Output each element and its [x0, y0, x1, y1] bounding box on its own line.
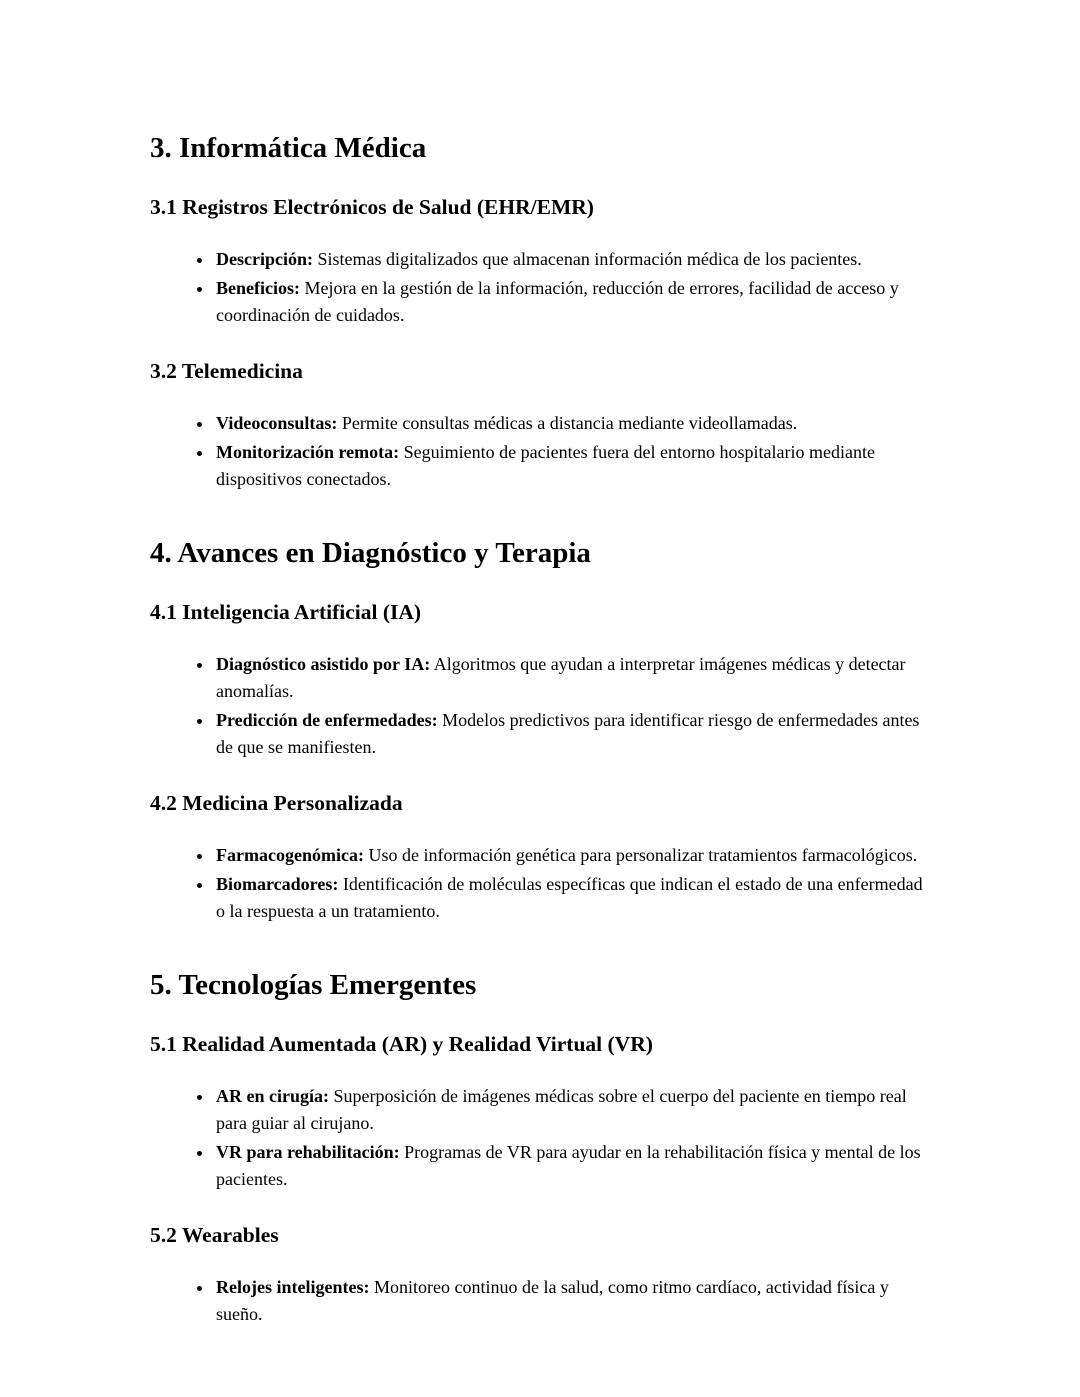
- bullet-text: Identificación de moléculas específicas que indican el estado de una enfermedad o la respuesta a un tratamiento.: [216, 873, 923, 921]
- list-item: [214, 410, 930, 437]
- list-item: [214, 275, 930, 329]
- subsection-heading: 4.2 Medicina Personalizada: [150, 791, 403, 816]
- section-avances-diagnostico-terapia: [150, 537, 930, 925]
- bullet-term: Beneficios:: [216, 278, 300, 299]
- bullet-list: [150, 1083, 930, 1193]
- bullet-term: Diagnóstico asistido por IA:: [216, 654, 431, 675]
- bullet-term: Farmacogenómica:: [216, 844, 364, 865]
- bullet-text: Seguimiento de pacientes fuera del entorno hospitalario mediante dispositivos conectados.: [216, 441, 875, 489]
- list-item: [214, 707, 930, 761]
- bullet-term: Relojes inteligentes:: [216, 1276, 370, 1297]
- subsection-heading: 4.1 Inteligencia Artificial (IA): [150, 600, 422, 625]
- bullet-list: [150, 842, 930, 925]
- list-item: [214, 871, 930, 925]
- subsection-heading: 5.2 Wearables: [150, 1223, 279, 1248]
- bullet-text: Programas de VR para ayudar en la rehabilitación física y mental de los pacientes.: [216, 1142, 921, 1190]
- list-item: [214, 1274, 930, 1328]
- list-item: [214, 246, 930, 273]
- bullet-term: Descripción:: [216, 249, 313, 270]
- section-heading: 3. Informática Médica: [150, 132, 427, 164]
- bullet-term: Monitorización remota:: [216, 441, 400, 462]
- bullet-list: [150, 651, 930, 761]
- subsection-heading: 3.2 Telemedicina: [150, 359, 303, 384]
- list-item: [214, 439, 930, 493]
- bullet-term: Videoconsultas:: [216, 412, 338, 433]
- subsection-heading: 3.1 Registros Electrónicos de Salud (EHR/EMR): [150, 195, 594, 220]
- bullet-text: Algoritmos que ayudan a interpretar imágenes médicas y detectar anomalías.: [216, 654, 906, 702]
- section-heading: 4. Avances en Diagnóstico y Terapia: [150, 536, 591, 569]
- section-tecnologias-emergentes: [150, 969, 930, 1328]
- bullet-term: Biomarcadores:: [216, 873, 339, 894]
- bullet-text: Monitoreo continuo de la salud, como ritmo cardíaco, actividad física y sueño.: [216, 1276, 889, 1324]
- bullet-list: [150, 410, 930, 493]
- bullet-text: Modelos predictivos para identificar riesgo de enfermedades antes de que se manifiesten.: [216, 710, 920, 758]
- section-heading: 5. Tecnologías Emergentes: [150, 968, 477, 1001]
- list-item: [214, 1139, 930, 1193]
- bullet-text: Mejora en la gestión de la información, reducción de errores, facilidad de acceso y coordinación de cuidados.: [216, 278, 899, 326]
- list-item: [214, 1083, 930, 1137]
- bullet-term: AR en cirugía:: [216, 1086, 329, 1107]
- bullet-list: [150, 1274, 930, 1328]
- bullet-term: Predicción de enfermedades:: [216, 710, 438, 731]
- bullet-text: Superposición de imágenes médicas sobre el cuerpo del paciente en tiempo real para guiar al cirujano.: [216, 1086, 907, 1134]
- list-item: [214, 651, 930, 705]
- bullet-text: Permite consultas médicas a distancia mediante videollamadas.: [341, 412, 798, 433]
- section-informatica-medica: [150, 132, 930, 493]
- bullet-term: VR para rehabilitación:: [216, 1142, 400, 1163]
- bullet-list: [150, 246, 930, 329]
- list-item: [214, 842, 930, 869]
- subsection-heading: 5.1 Realidad Aumentada (AR) y Realidad Virtual (VR): [150, 1032, 653, 1057]
- bullet-text: Sistemas digitalizados que almacenan información médica de los pacientes.: [317, 249, 862, 270]
- bullet-text: Uso de información genética para personalizar tratamientos farmacológicos.: [368, 844, 918, 865]
